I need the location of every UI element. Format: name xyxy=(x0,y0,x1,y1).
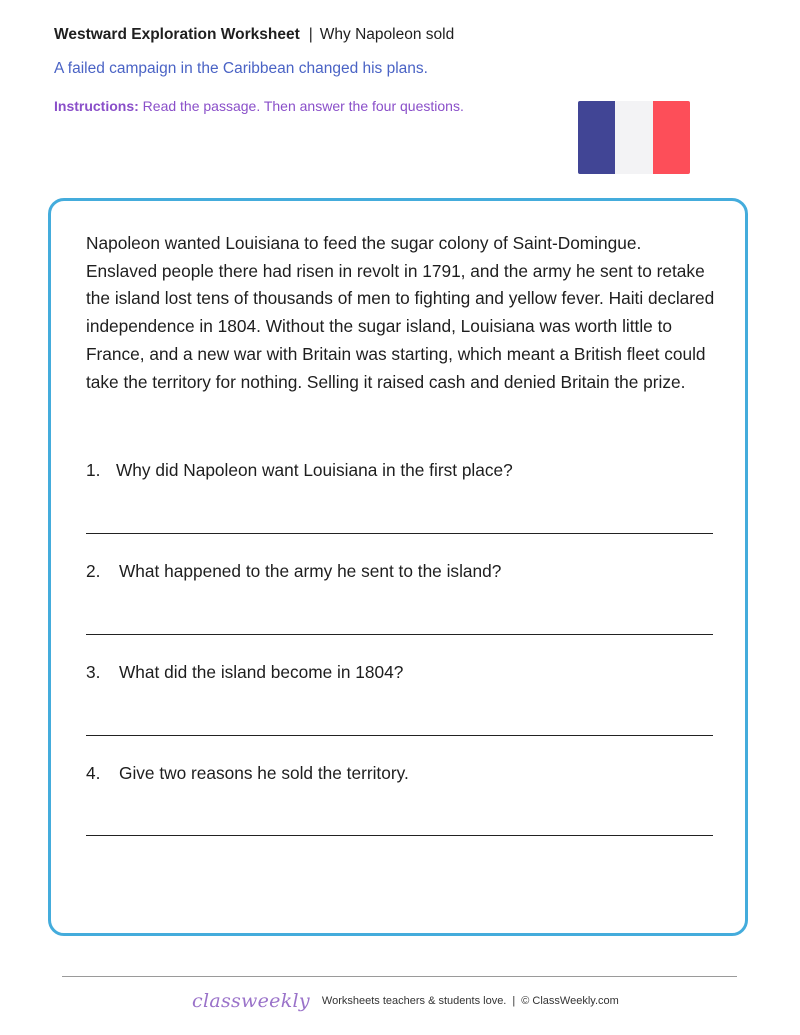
header-separator: | xyxy=(308,26,313,43)
answer-line-2[interactable] xyxy=(86,634,713,635)
answer-line-4[interactable] xyxy=(86,835,713,836)
question-number: 4. xyxy=(86,763,101,783)
worksheet-topic: Why Napoleon sold xyxy=(319,26,455,43)
instructions-text: Read the passage. Then answer the four questions. xyxy=(142,98,464,114)
question-3 xyxy=(86,662,403,683)
question-number: 3. xyxy=(86,662,101,682)
footer-copyright: © ClassWeekly.com xyxy=(521,995,619,1007)
question-number: 1. xyxy=(86,460,101,480)
france-flag-icon xyxy=(578,101,690,174)
question-1 xyxy=(86,460,513,481)
footer-divider xyxy=(62,976,737,977)
footer-tagline: Worksheets teachers & students love. xyxy=(321,995,507,1007)
question-text: What happened to the army he sent to the island? xyxy=(119,561,502,581)
worksheet-header xyxy=(54,26,454,44)
footer xyxy=(192,990,619,1012)
answer-line-1[interactable] xyxy=(86,533,713,534)
question-number: 2. xyxy=(86,561,101,581)
footer-separator: | xyxy=(512,995,516,1007)
flag-stripe-white xyxy=(615,101,652,174)
question-2 xyxy=(86,561,501,582)
flag-stripe-red xyxy=(653,101,690,174)
instructions xyxy=(54,98,464,114)
classweekly-logo: classweekly xyxy=(192,990,310,1012)
worksheet-subtitle: A failed campaign in the Caribbean changed his plans. xyxy=(54,60,428,77)
answer-line-3[interactable] xyxy=(86,735,713,736)
reading-passage: Napoleon wanted Louisiana to feed the sugar colony of Saint-Domingue. Enslaved people there had risen in revolt in 1791, and the army he sent to retake the island lost tens of thousands of men to fighting and yellow fever. Haiti declared independence in 1804. Without the sugar island, Louisiana was worth little to France, and a new war with Britain was starting, which meant a British fleet could take the territory for nothing. Selling it raised cash and denied Britain the prize. xyxy=(86,233,715,392)
question-text: Why did Napoleon want Louisiana in the first place? xyxy=(116,460,513,480)
question-text: What did the island become in 1804? xyxy=(119,662,404,682)
instructions-label: Instructions: xyxy=(54,98,139,114)
question-4 xyxy=(86,763,409,784)
worksheet-title: Westward Exploration Worksheet xyxy=(54,26,300,43)
flag-stripe-blue xyxy=(578,101,615,174)
question-text: Give two reasons he sold the territory. xyxy=(119,763,409,783)
